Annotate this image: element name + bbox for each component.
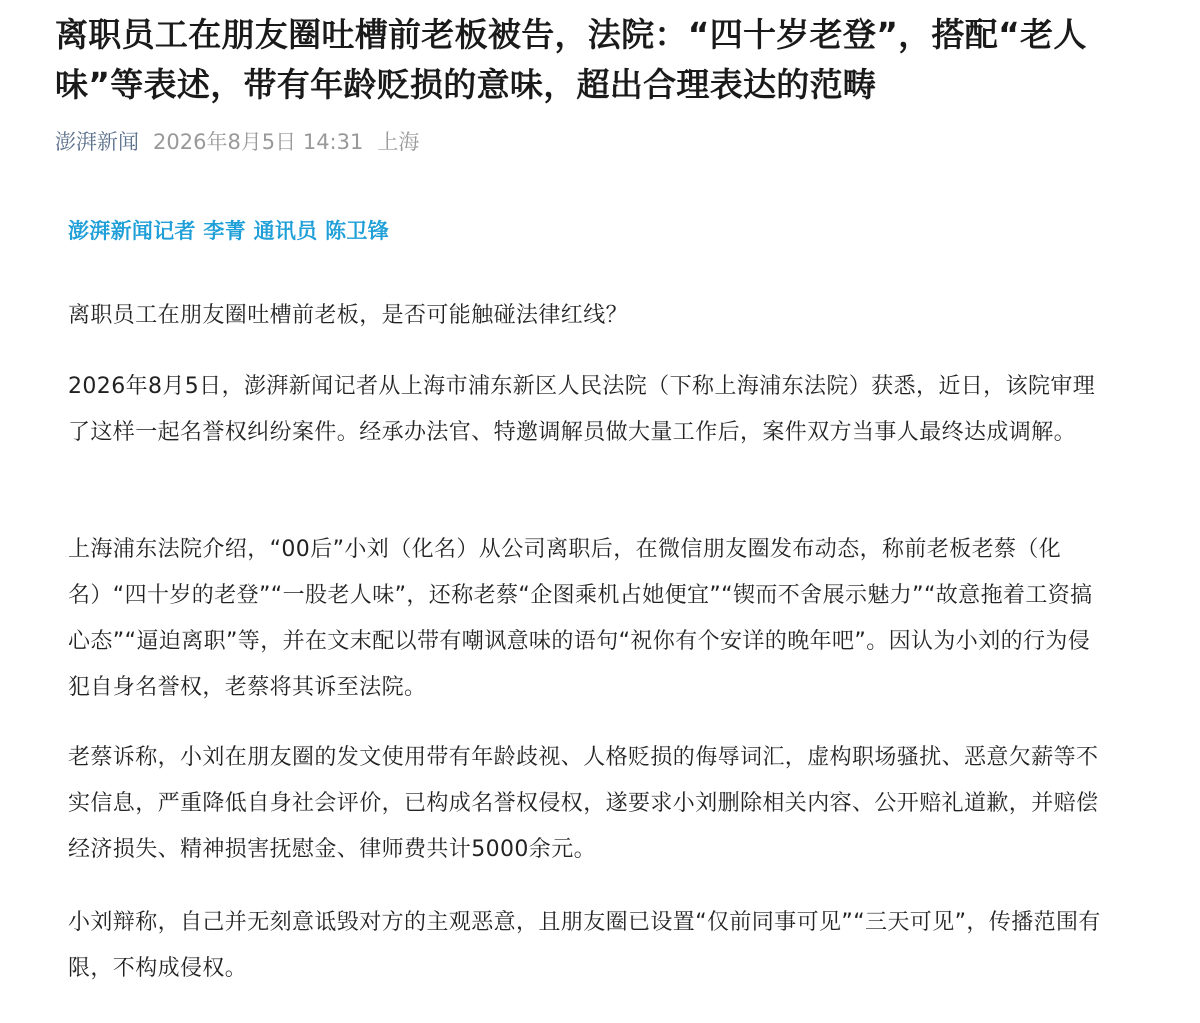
article-paragraph-4: 老蔡诉称，小刘在朋友圈的发文使用带有年龄歧视、人格贬损的侮辱词汇，虚构职场骚扰、恶意欠薪等不实信息，严重降低自身社会评价，已构成名誉权侵权，遂要求小刘删除相关内容、公开赔礼道歉，并赔偿经济损失、精神损害抚慰金、律师费共计5000余元。 [68, 745, 1099, 862]
article-title: 离职员工在朋友圈吐槽前老板被告，法院：“四十岁老登”，搭配“老人味”等表述，带有年龄贬损的意味，超出合理表达的范畴 [55, 15, 1087, 104]
article-paragraph-1: 离职员工在朋友圈吐槽前老板，是否可能触碰法律红线？ [68, 303, 629, 328]
article-byline: 澎湃新闻记者 李菁 通讯员 陈卫锋 [68, 219, 390, 243]
article-paragraph-5: 小刘辩称，自己并无刻意诋毁对方的主观恶意，且朋友圈已设置“仅前同事可见”“三天可见”，传播范围有限，不构成侵权。 [68, 910, 1101, 981]
article-paragraph-3: 上海浦东法院介绍，“00后”小刘（化名）从公司离职后，在微信朋友圈发布动态，称前老板老蔡（化名）“四十岁的老登”“一股老人味”，还称老蔡“企图乘机占她便宜”“锲而不舍展示魅力”“故意拖着工资搞心态”“逼迫离职”等，并在文末配以带有嘲讽意味的语句“祝你有个安详的晚年吧”。因认为小刘的行为侵犯自身名誉权，老蔡将其诉至法院。 [68, 537, 1093, 700]
source-name[interactable]: 澎湃新闻 [55, 130, 139, 154]
publish-location: 上海 [377, 130, 420, 154]
publish-time: 2026年8月5日 14:31 [153, 130, 364, 154]
article-meta [55, 122, 419, 162]
article-paragraph-2: 2026年8月5日，澎湃新闻记者从上海市浦东新区人民法院（下称上海浦东法院）获悉，近日，该院审理了这样一起名誉权纠纷案件。经承办法官、特邀调解员做大量工作后，案件双方当事人最终达成调解。 [68, 374, 1096, 445]
